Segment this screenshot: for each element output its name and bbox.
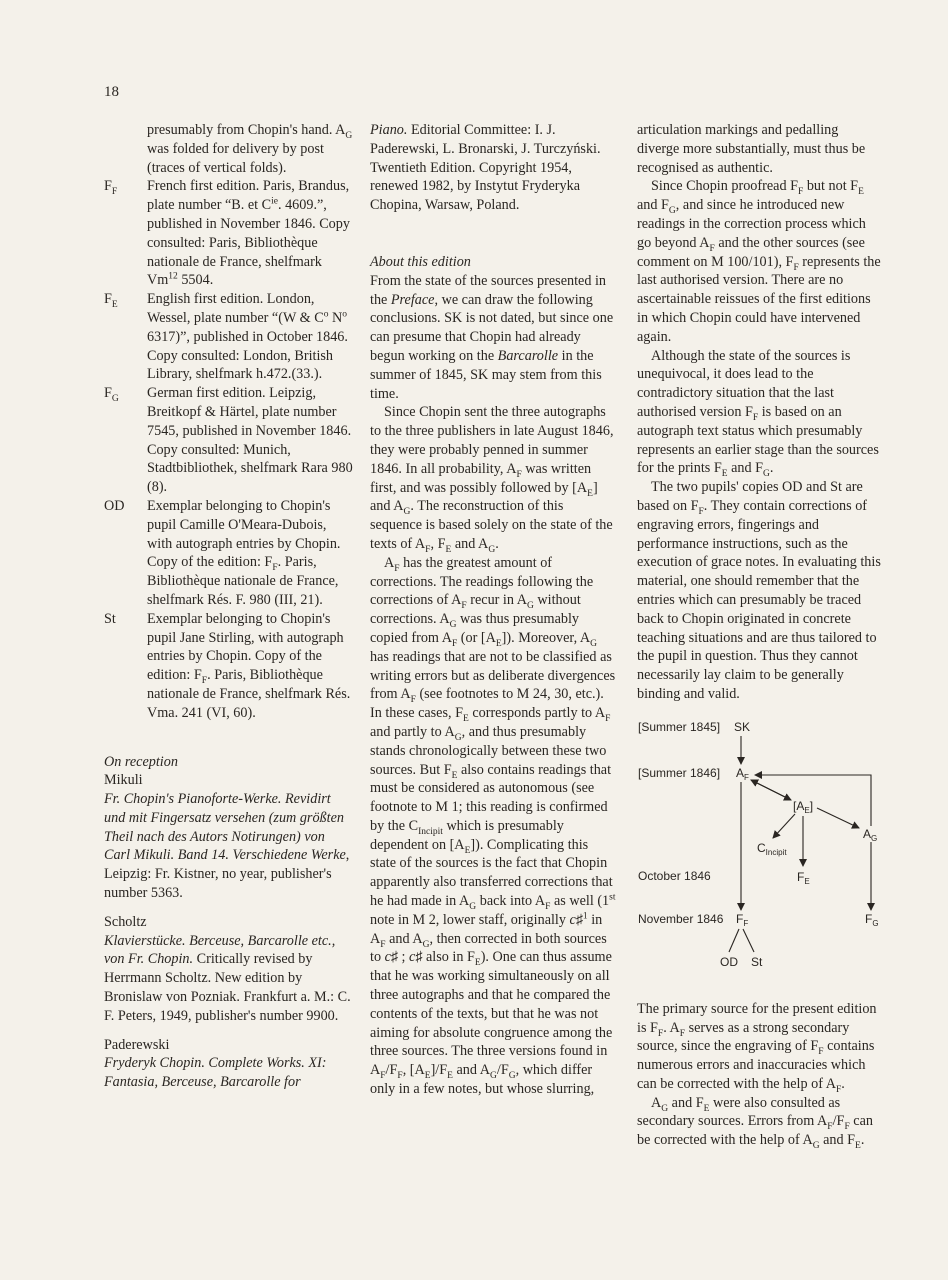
stemma-node-ag: $A_G$ [863,826,878,843]
stemma-date: October 1846 [638,868,711,883]
source-entry [104,384,354,497]
source-entry [104,610,354,723]
reception-heading: On reception [104,753,178,770]
reception-name: Scholtz [104,913,147,930]
column-1 [104,121,354,1092]
source-entry [104,177,354,290]
stemma-node-af: $A_F$ [736,765,749,782]
paragraph: Although the state of the sources is unequivocal, it does lead to the contradictory situation that the last authorised version $F_F$ is based on an autograph text status which presumably represents an earlier stage than the sources for the prints $F_E$ and $F_G$. [637,347,879,480]
paragraph: articulation markings and pedalling diverge more substantially, must thus be recognised as authentic. [637,122,866,176]
source-continuation: presumably from Chopin's hand. $A_G$ was folded for delivery by post (traces of vertical folds). [147,122,353,176]
reception-name: Mikuli [104,772,143,789]
paragraph: From the state of the sources presented in the Preface, we can draw the following conclusions. SK is not dated, but since one can presume that Chopin had already begun working on the Barcarolle in the summer of 1845, SK may stem from this time. [370,272,614,402]
stemma-node-st: St [751,954,763,969]
paragraph: $A_F$ has the greatest amount of corrections. The readings following the corrections of $A_F$ recur in $A_G$ without corrections. $A_G$ was thus presumably copied from $A_F$ (or $[A_E]$). Moreover, $A_G$ has readings that are not to be classified as writing errors but as deliberate divergences from $A_F$ (see footnotes to M 24, 30, etc.). In these cases, $F_E$ corresponds partly to $A_F$ and partly to $A_G$, and thus presumably stands chronologically between these two sources. But $F_E$ also contains readings that must be considered as autonomous (see footnote to M 1; this reading is confirmed by the $C_{Incipit}$ which is presumably dependent on $[A_E]$). Complicating this state of the sources is the fact that Chopin apparently also transferred corrections that he had made in $A_G$ back into $A_F$ as well (1st note in M 2, lower staff, originally c♯$^1$ in $A_F$ and $A_G$, then corrected in both sources to c♯ ; c♯ also in $F_E$). One can thus assume that he was working simultaneously on all three autographs and that he compared the contents of the texts, but that he was not aiming for absolute congruence among the three sources. The three versions found in $A_F/F_F$, $[A_E]/F_E$ and $A_G/F_G$, which differ only in a few notes, but whose slurring, [370,554,616,1098]
source-list [104,177,354,722]
column-2 [370,121,616,1099]
source-description: French first edition. Paris, Brandus, plate number “B. et $C^{ie}$. 4609.”, published in November 1846. Copy consulted: Paris, Bibliothèque nationale de France, shelfmark Vm$^{12}$ 5504. [147,178,350,289]
stemma-date: November 1846 [638,911,724,926]
source-description: German first edition. Leipzig, Breitkopf & Härtel, plate number 7545, published in November 1846. Copy consulted: Munich, Stadtbibliothek, shelfmark Rara 980 (8). [147,385,353,496]
column-3 [637,121,883,1150]
stemma-node-sk: SK [734,719,751,734]
paragraph: Since Chopin proofread $F_F$ but not $F_E$ and $F_G$, and since he introduced new readings in the correction process which go beyond $A_F$ and the other sources (see comment on M 100/101), $F_F$ represents the last authorised version. There are no ascertainable reissues of the first editions in which Chopin could have intervened again. [637,178,881,345]
source-siglum: OD [104,497,125,514]
reception-continuation: Piano. Editorial Committee: I. J. Paderewski, L. Bronarski, J. Turczyński. Twentieth Edition. Copyright 1954, renewed 1982, by Instytut Fryderyka Chopina, Warsaw, Poland. [370,122,601,214]
stemma-node-ff: $F_F$ [736,911,749,928]
reception-entry: Fryderyk Chopin. Complete Works. XI: Fantasia, Berceuse, Barcarolle for [104,1055,327,1091]
paragraph: $A_G$ and $F_E$ were also consulted as secondary sources. Errors from $A_F/F_F$ can be corrected with the help of $A_G$ and $F_E$. [637,1094,873,1152]
reception-entry: Klavierstücke. Berceuse, Barcarolle etc., von Fr. Chopin. Critically revised by Herrmann Scholtz. New edition by Bronislaw von Pozniak. Frankfurt a. M.: C. F. Peters, 1949, publisher's number 9900. [104,932,351,1024]
stemma-node-fe: $F_E$ [797,869,810,886]
source-description: Exemplar belonging to Chopin's pupil Jane Stirling, with autograph entries by Chopin. Copy of the edition: $F_F$. Paris, Bibliothèque nationale de France, shelfmark Rés. Vma. 241 (VI, 60). [147,610,351,721]
stemma-node-ae: $[A_E]$ [793,798,814,815]
paragraph: Since Chopin sent the three autographs to the three publishers in late August 1846, they were probably penned in summer 1846. In all probability, $A_F$ was written first, and was possibly followed by $[A_E]$ and $A_G$. The reconstruction of this sequence is based solely on the state of the texts of $A_F$, $F_E$ and $A_G$. [370,404,614,555]
source-description: English first edition. London, Wessel, plate number “(W & $C^o$ $N^o$ 6317)”, published in October 1846. Copy consulted: London, British Library, shelfmark h.472.(33.). [147,291,348,383]
source-siglum: $F_G$ [104,385,119,404]
stemma-edges [729,736,871,952]
about-heading: About this edition [370,253,471,270]
reception-entry: Fr. Chopin's Pianoforte-Werke. Revidirt und mit Fingersatz versehen (zum größten Theil nach des Autors Notirungen) von Carl Mikuli. Band 14. Verschiedene Werke, Leipzig: Fr. Kistner, no year, publisher's number 5363. [104,791,350,902]
paragraph: The primary source for the present edition is $F_F$. $A_F$ serves as a strong secondary source, since the engraving of $F_F$ contains numerous errors and inaccuracies which can be corrected with the help of $A_F$. [637,1000,877,1095]
source-siglum: $F_F$ [104,178,118,198]
source-entry [104,290,354,384]
page-number: 18 [104,84,119,100]
source-description: Exemplar belonging to Chopin's pupil Camille O'Meara-Dubois, with autograph entries by Chopin. Copy of the edition: $F_F$. Paris, Bibliothèque nationale de France, shelfmark Rés. F. 980 (III, 21). [147,497,341,608]
paragraph: The two pupils' copies OD and St are based on $F_F$. They contain corrections of engraving errors, fingerings and performance instructions, such as the execution of grace notes. In evaluating this material, one should remember that the entries which can presumably be traced back to Chopin originated in concrete teaching situations and are thus tailored to the pupil in question. Thus they cannot necessarily lay claim to be generally binding and valid. [637,479,881,702]
source-siglum: $F_E$ [104,291,118,310]
source-siglum: St [104,610,116,627]
stemma-node-c-incipit: $C_{Incipit}$ [757,840,787,857]
stemma-node-fg: $F_G$ [865,911,879,928]
stemma-date: [Summer 1845] [638,719,721,734]
source-stemma-diagram [637,718,887,986]
stemma-node-od: OD [720,954,738,969]
source-entry [104,497,354,610]
reception-name: Paderewski [104,1036,170,1053]
stemma-date: [Summer 1846] [638,765,721,780]
